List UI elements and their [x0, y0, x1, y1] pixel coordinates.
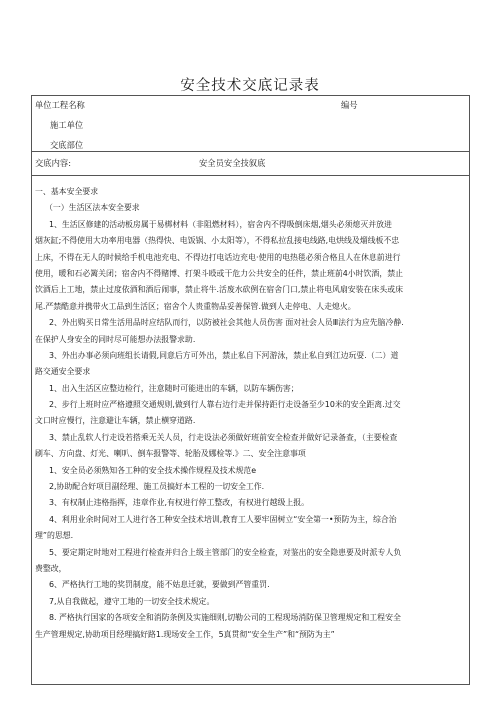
unit-project-label: 单位工程名称 [35, 100, 85, 110]
paragraph-line: 尾.严禁酷意并携带火工品到生活区；宿舍个人贵重物品妥善保管.做到人走停电、人走熄火。 [35, 301, 356, 311]
paragraph-line: 刷车、方向盘、灯光、喇叭、倒车报警等、轮胎及娜检等.》二、安全注意事项 [35, 449, 306, 459]
content-value: 安全员安全技叙底 [199, 158, 266, 168]
document-title: 安全技术交底记录表 [180, 78, 320, 94]
paragraph-line: 3、禁止乱软人行走设若搭乘无关人员，行走设法必须做好班前安全检查并做好记录备查，（主要检查 [49, 432, 398, 442]
paragraph-line: 4、利用业余时间对工人进行各工种安全技术培训,教育工人要牢固树立“安全第一•预防为主，综合治 [49, 514, 397, 524]
paragraph-line: 5、要定期定时地对工程进行检查并归合上级主管部门的安全检查，对鉴出的安全隐患要及时派专人负 [49, 547, 402, 557]
subsection-title: （一）生活区法本安全要求 [45, 203, 140, 213]
paragraph-line: 1、生活区修建的活动板房属于易梆材料（非阻燃材料），宿舍内不得吸倒床烟,烟头必须熄灭并放进 [49, 219, 392, 229]
paragraph-line: 2、外出购买日常生活用品时应结队而行，以防被社会其他人员伤害 面对社会人员Ⅲ法行为应先脑冷静. [49, 318, 404, 328]
handover-record-table [31, 95, 470, 685]
content-label: 交底内容: [35, 158, 71, 168]
paragraph-line: 2、步行上班时应严格遵照交通规则,做到行人靠右边行走并保持距行走设备至少10米的安全距离.过交 [49, 400, 401, 410]
paragraph-line: 烟灰缸;不得使用大功率用电器（热得快、电饭锅、小太阳等），不得私拉乱接电线路,电烘线及熘线板不忠 [35, 236, 400, 246]
construction-unit-label: 施工单位 [50, 120, 84, 130]
section-title: 一、基本安全要求 [35, 187, 99, 196]
paragraph-line: 8. 严格执行国家的各项安全和消防条例及实施细则,切勒公司的工程现场消防保卫管理规定和工程安全 [49, 613, 401, 623]
paragraph-line: 3、外出办事必须向班组长请假,同意后方可外出，禁止私自下河游泳，禁止私自到江边玩耍.（二）道 [49, 350, 399, 360]
paragraph-line: 1、安全员必须熟知各工种的安全技术操作规程及技术规范e [49, 465, 257, 475]
paragraph-line: 使用，暖和石必篱关闭；宿舍内不得赌博、打架斗殴或干危力公共安全的任件，禁止班前4小时饮酒，禁止 [35, 268, 403, 278]
paragraph-line: 在保护人身安全的同时尽可能想办法报警求助. [35, 334, 196, 344]
paragraph-line: 路交通安全要求 [35, 367, 91, 377]
paragraph-line: 3、有权制止违格指挥，违章作业,有权进行停工整改，有权进行越级上报。 [49, 498, 310, 508]
handover-dept-label: 交底部位 [50, 140, 84, 150]
paragraph-line: 理”的思想. [35, 531, 74, 541]
paragraph-line: 1、出入生活区应整边检行，注意随时可能进出的车辆，以防车辆伤害； [49, 383, 299, 393]
header-divider [32, 151, 469, 152]
paragraph-line: 上床，不得在无人的时候给手机电池充电、不得边打电话边充电·使用的电热毯必须合格且人在休息前进行 [35, 252, 401, 262]
number-label: 编号 [341, 100, 358, 110]
body-text [35, 184, 468, 643]
paragraph-line: 6、严格执行工地的奖罚制度，能不姑息迁就，要做到严管重罚. [49, 580, 270, 590]
paragraph-line: 费整改， [35, 563, 67, 573]
paragraph-line: 文口时应慢行，注意避让车辆，禁止横穿道路. [35, 416, 196, 426]
paragraph-line: 2,协助配合好项目副经理、施工员搞好本工程的一切安全工作. [49, 482, 265, 492]
paragraph-line: 饮酒后上工地，禁止过度依酒和酒后闹事，禁止将牛.活废水砍例在宿舍门口,禁止将电风扇安装在床头或床 [35, 285, 403, 295]
paragraph-line: 生产管理规定,协助项目经理搞好路1.现场安全工作，5真贯彻“安全生产”和“预防为主” [35, 629, 335, 639]
content-divider [32, 175, 469, 176]
paragraph-line: 7,从自我做起，遵守工地的一切安全技术规定。 [49, 596, 215, 606]
